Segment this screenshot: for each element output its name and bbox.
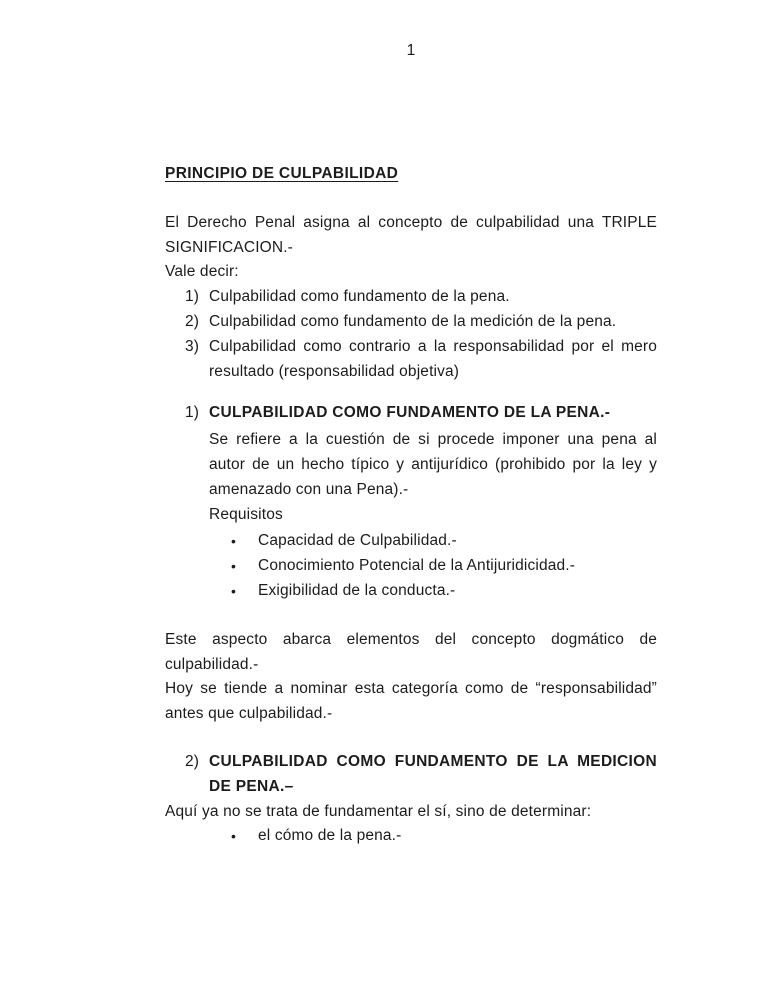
bullet-text: Conocimiento Potencial de la Antijuridicidad.- bbox=[258, 557, 576, 575]
list-item-number: 2) bbox=[185, 312, 200, 330]
bullet-text: Exigibilidad de la conducta.- bbox=[258, 581, 456, 599]
list-item-number: 1) bbox=[185, 288, 200, 306]
list-item-text: Culpabilidad como fundamento de la medición de la pena. bbox=[209, 312, 617, 330]
bullet-item bbox=[165, 554, 657, 579]
section-2-heading bbox=[165, 750, 657, 800]
section-1-bullet-list bbox=[165, 529, 657, 603]
bullet-icon: • bbox=[231, 582, 237, 599]
document-content bbox=[165, 0, 657, 849]
page-number: 1 bbox=[406, 42, 416, 59]
list-item-text: Culpabilidad como contrario a la responsabilidad por el mero resultado (responsabilidad objetiva) bbox=[209, 337, 657, 380]
bullet-icon: • bbox=[231, 533, 237, 550]
bullet-icon: • bbox=[231, 828, 237, 845]
document-title: PRINCIPIO DE CULPABILIDAD bbox=[165, 165, 399, 182]
list-item-text: Culpabilidad como fundamento de la pena. bbox=[209, 288, 510, 306]
bullet-text: el cómo de la pena.- bbox=[258, 827, 402, 845]
bullet-text: Capacidad de Culpabilidad.- bbox=[258, 532, 457, 550]
bullet-item bbox=[165, 529, 657, 554]
section-1-heading bbox=[165, 401, 657, 426]
intro-lead-in: Vale decir: bbox=[165, 263, 239, 281]
bullet-item bbox=[165, 824, 657, 849]
section-2-bullet-list bbox=[165, 824, 657, 849]
bullet-item bbox=[165, 579, 657, 604]
closing-paragraph-2: Hoy se tiende a nominar esta categoría como de “responsabilidad” antes que culpabilidad.- bbox=[165, 680, 657, 723]
list-item bbox=[165, 285, 657, 310]
section-2-heading-text: CULPABILIDAD COMO FUNDAMENTO DE LA MEDICION DE PENA.– bbox=[209, 752, 657, 795]
bullet-icon: • bbox=[231, 558, 237, 575]
section-2-body: Aquí ya no se trata de fundamentar el sí, sino de determinar: bbox=[165, 802, 592, 820]
closing-paragraph-1: Este aspecto abarca elementos del concepto dogmático de culpabilidad.- bbox=[165, 630, 657, 673]
requisitos-label: Requisitos bbox=[209, 505, 283, 523]
section-1-number: 1) bbox=[185, 404, 200, 422]
list-item bbox=[165, 335, 657, 385]
list-item bbox=[165, 310, 657, 335]
intro-numbered-list bbox=[165, 285, 657, 384]
intro-paragraph: El Derecho Penal asigna al concepto de culpabilidad una TRIPLE SIGNIFICACION.- bbox=[165, 213, 657, 256]
section-1-heading-text: CULPABILIDAD COMO FUNDAMENTO DE LA PENA.- bbox=[209, 404, 611, 422]
section-2 bbox=[165, 750, 657, 849]
list-item-number: 3) bbox=[185, 337, 200, 355]
section-1-body: Se refiere a la cuestión de si procede imponer una pena al autor de un hecho típico y antijurídico (prohibido por la ley y amenazado con una Pena).- bbox=[209, 431, 657, 498]
section-1 bbox=[165, 401, 657, 727]
section-2-number: 2) bbox=[185, 752, 200, 770]
